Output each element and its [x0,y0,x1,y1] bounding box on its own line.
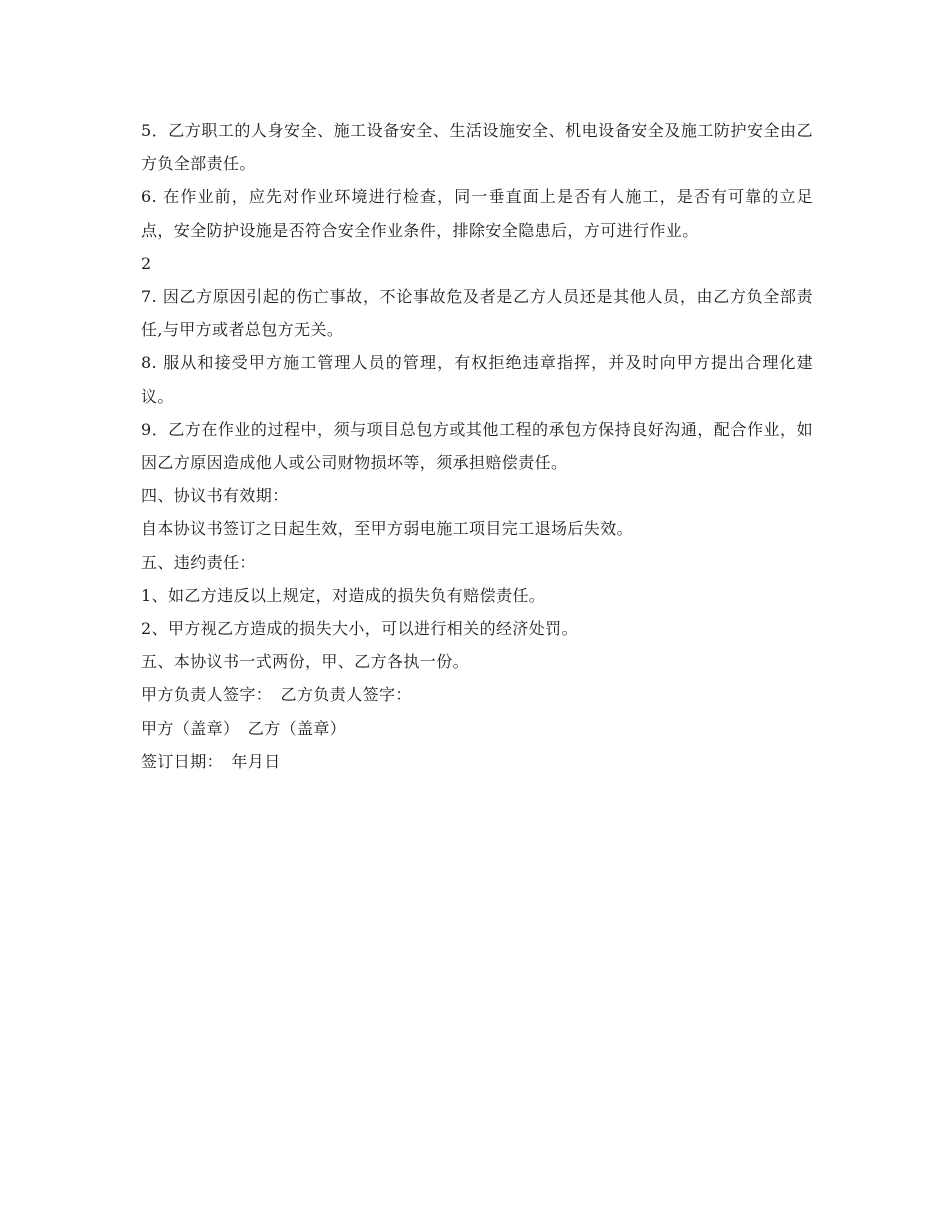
clause-6: 6. 在作业前，应先对作业环境进行检查，同一垂直面上是否有人施工，是否有可靠的立足点，安全防护设施是否符合安全作业条件，排除安全隐患后，方可进行作业。 [141,187,813,240]
clause-5: 5．乙方职工的人身安全、施工设备安全、生活设施安全、机电设备安全及施工防护安全由乙方负全部责任。 [141,121,813,174]
copies-clause: 五、本协议书一式两份，甲、乙方各执一份。 [141,652,470,672]
clause-9: 9．乙方在作业的过程中，须与项目总包方或其他工程的承包方保持良好沟通，配合作业，如因乙方原因造成他人或公司财物损坏等，须承担赔偿责任。 [141,419,813,473]
liability-item-1: 1、如乙方违反以上规定，对造成的损失负有赔偿责任。 [141,585,546,605]
document-body [141,114,813,778]
seal-line: 甲方（盖章） 乙方（盖章） [141,718,347,738]
clause-7: 7. 因乙方原因引起的伤亡事故，不论事故危及者是乙方人员还是其他人员，由乙方负全部责任,与甲方或者总包方无关。 [141,287,813,340]
section-heading-liability: 五、违约责任： [141,552,256,572]
liability-item-2: 2、甲方视乙方造成的损失大小，可以进行相关的经济处罚。 [141,619,578,639]
signature-line: 甲方负责人签字： 乙方负责人签字： [141,685,412,705]
page-number: 2 [141,253,152,273]
validity-text: 自本协议书签订之日起生效，至甲方弱电施工项目完工退场后失效。 [141,519,634,539]
clause-8: 8. 服从和接受甲方施工管理人员的管理，有权拒绝违章指挥，并及时向甲方提出合理化建议。 [141,353,813,406]
signing-date-line: 签订日期： 年月日 [141,751,281,771]
section-heading-validity: 四、协议书有效期： [141,486,289,506]
